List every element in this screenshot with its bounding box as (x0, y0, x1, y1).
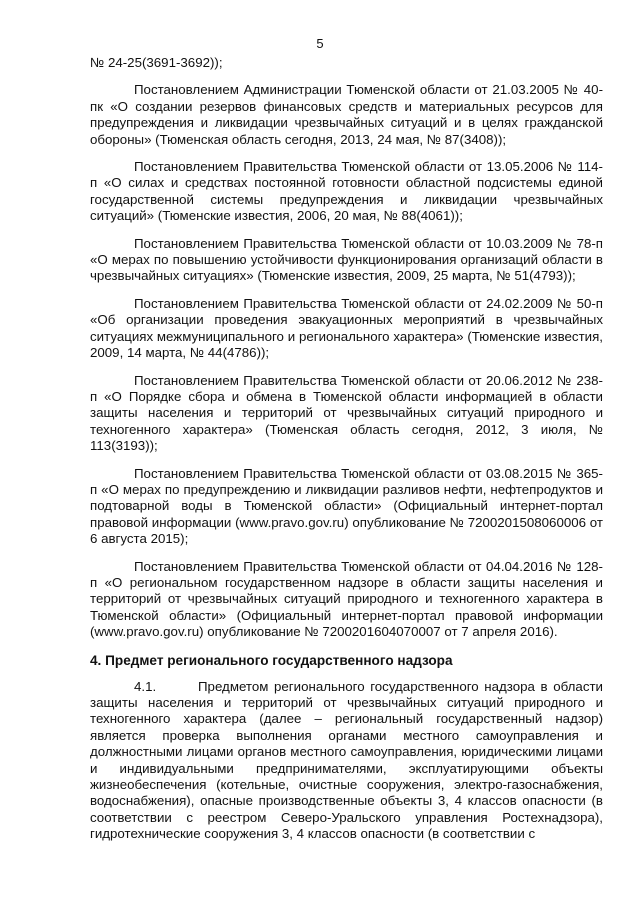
section-heading: 4. Предмет регионального государственного надзора (90, 652, 453, 668)
continuation-line: № 24-25(3691-3692)); (90, 55, 223, 70)
paragraph-resolution-2005: Постановлением Администрации Тюменской области от 21.03.2005 № 40-пк «О создании резервов финансовых средств и материальных ресурсов для предупреждения и ликвидации чрезвычайных ситуаций и в целях гражданской обороны» (Тюменская область сегодня, 2013, 24 мая, № 87(3408)); (90, 82, 603, 147)
item-text: Предметом регионального государственного надзора в области защиты населения и территорий от чрезвычайных ситуаций природного и техногенного характера (далее – региональный государственный надзор) является проверка выполнения органами местного самоуправления и должностными лицами органов местного самоуправления, юридическими лицами и индивидуальными предпринимателями, эксплуатирующими объекты жизнеобеспечения (котельные, очистные сооружения, электро-газоснабжения, водоснабжения), опасные производственные объекты 3, 4 классов опасности (в соответствии с реестром Северо-Уральского управления Ростехнадзора), гидротехнические сооружения 3, 4 классов опасности (в соответствии с (90, 678, 603, 842)
item-4-1 (90, 679, 603, 843)
paragraph-resolution-2009-78: Постановлением Правительства Тюменской области от 10.03.2009 № 78-п «О мерах по повышению устойчивости функционирования организаций области в чрезвычайных ситуациях» (Тюменские известия, 2009, 25 марта, № 51(4793)); (90, 235, 603, 284)
paragraph-resolution-2006: Постановлением Правительства Тюменской области от 13.05.2006 № 114-п «О силах и средствах постоянной готовности областной подсистемы единой государственной системы предупреждения и ликвидации чрезвычайных ситуаций» (Тюменские известия, 2006, 20 мая, № 88(4061)); (90, 159, 603, 224)
page-number: 5 (316, 36, 324, 51)
paragraph-resolution-2009-50: Постановлением Правительства Тюменской области от 24.02.2009 № 50-п «Об организации проведения эвакуационных мероприятий в чрезвычайных ситуациях межмуниципального и регионального характера» (Тюменские известия, 2009, 14 марта, № 44(4786)); (90, 295, 603, 361)
item-number: 4.1. (134, 678, 157, 694)
paragraph-resolution-2015: Постановлением Правительства Тюменской области от 03.08.2015 № 365-п «О мерах по предупреждению и ликвидации разливов нефти, нефтепродуктов и подтоварной воды в Тюменской области» (Официальный интернет-портал правовой информации (www.pravo.gov.ru) опубликование № 7200201508060006 от 6 августа 2015); (90, 465, 603, 547)
paragraph-resolution-2012: Постановлением Правительства Тюменской области от 20.06.2012 № 238-п «О Порядке сбора и обмена в Тюменской области информацией в области защиты населения и территорий от чрезвычайных ситуаций природного и техногенного характера» (Тюменская область сегодня, 2012, 3 июля, № 113(3193)); (90, 372, 603, 454)
paragraph-resolution-2016: Постановлением Правительства Тюменской области от 04.04.2016 № 128-п «О региональном государственном надзоре в области защиты населения и территорий от чрезвычайных ситуаций природного и техногенного характера в Тюменской области» (Официальный интернет-портал правовой информации (www.pravo.gov.ru) опубликование № 7200201604070007 от 7 апреля 2016). (90, 558, 603, 640)
document-body (90, 55, 603, 843)
